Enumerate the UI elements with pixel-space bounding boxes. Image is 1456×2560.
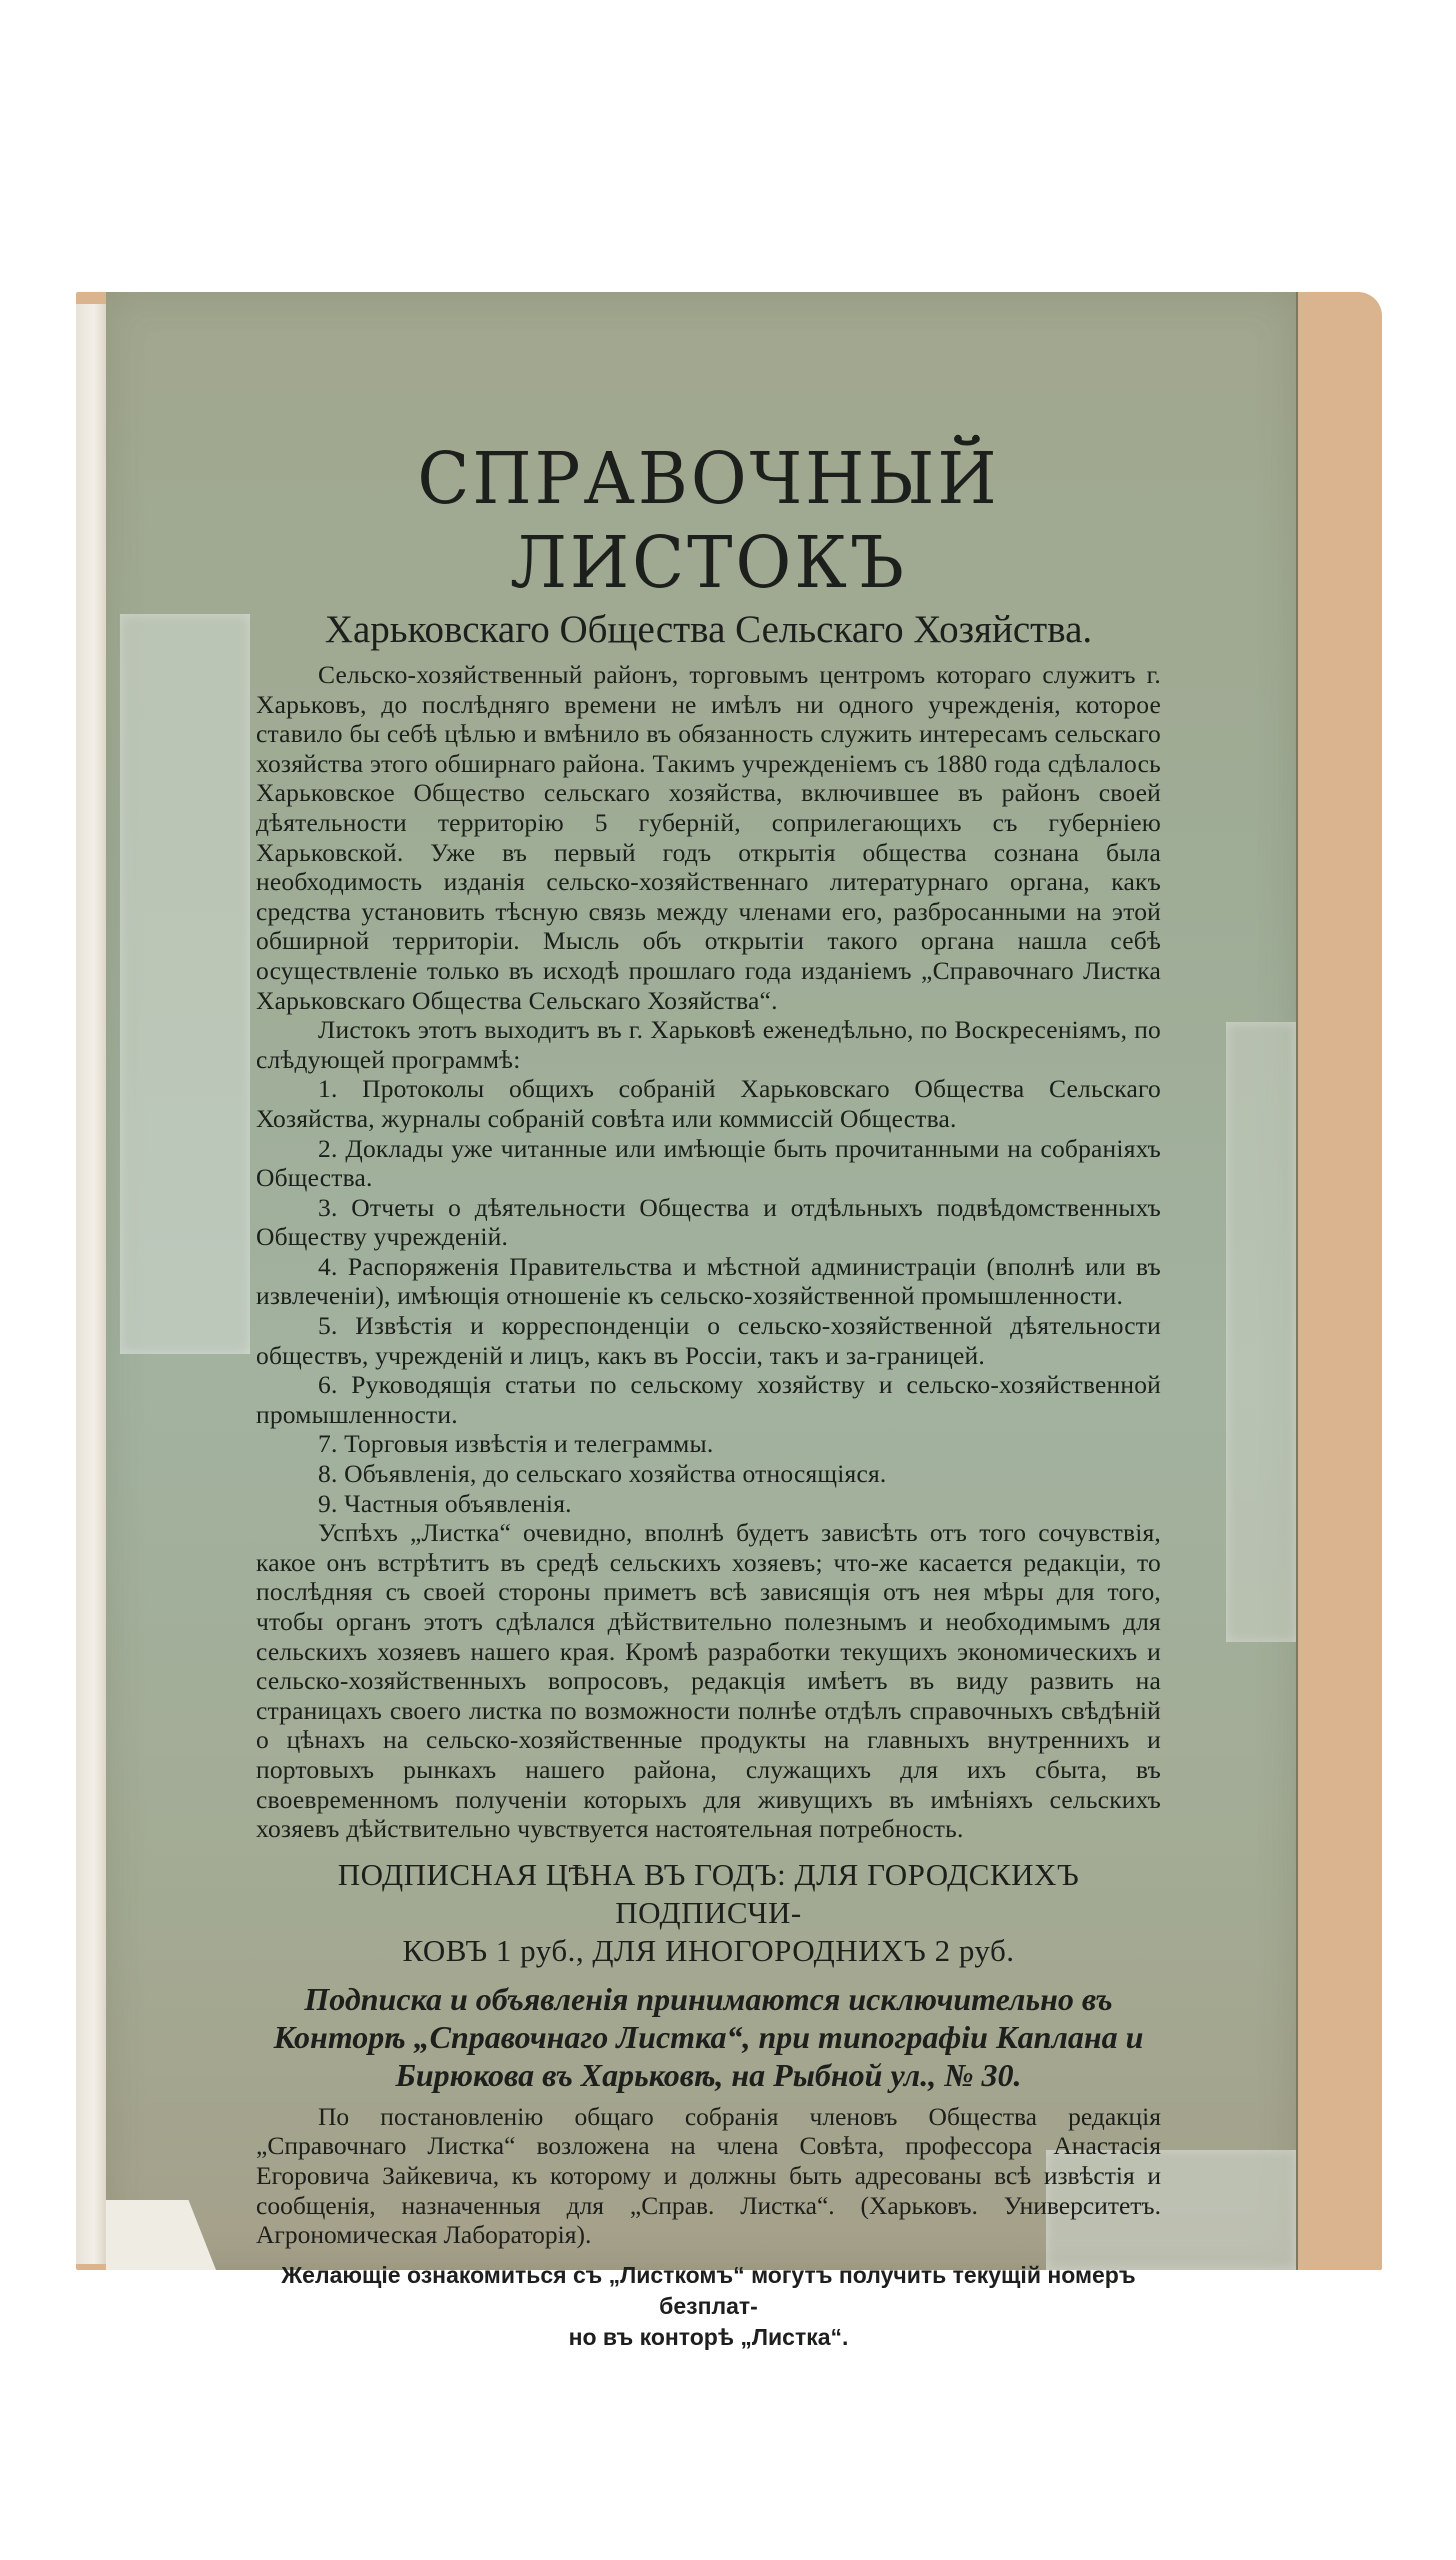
program-item: 9. Частныя объявленія. xyxy=(318,1488,572,1518)
document-sheet xyxy=(106,292,1298,2350)
program-intro: Листокъ этотъ выходитъ въ г. Харьковѣ еженедѣльно, по Воскресеніямъ, по слѣдующей программѣ: xyxy=(256,1015,1161,1074)
program-item: 7. Торговыя извѣстія и телеграммы. xyxy=(318,1429,714,1459)
success-paragraph: Успѣхъ „Листка“ очевидно, вполнѣ будетъ зависѣть отъ того сочувствія, какое онъ встрѣтитъ въ средѣ сельскихъ хозяевъ; что-же касается редакціи, то послѣдняя съ своей стороны приметъ всѣ зависящія отъ нея мѣры для того, чтобы органъ этотъ сдѣлался дѣйствительно полезнымъ и необходимымъ для сельскихъ хозяевъ нашего края. Кромѣ разработки текущихъ экономическихъ и сельско-хозяйственныхъ вопросовъ, редакція имѣетъ въ виду развить на страницахъ своего листка по возможности полнѣе отдѣлъ справочныхъ свѣдѣній о цѣнахъ на сельско-хозяйственные продукты на главныхъ внутреннихъ и портовыхъ рынкахъ нашего района, служащихъ для ихъ сбыта, въ своевременномъ полученіи которыхъ для живущихъ въ имѣніяхъ сельскихъ хозяевъ дѣйствительно чувствуется настоятельная потребность. xyxy=(256,1518,1161,1844)
document-title: СПРАВОЧНЫЙ ЛИСТОКЪ xyxy=(417,438,1000,605)
program-item: 1. Протоколы общихъ собраній Харьковскаго Общества Сельскаго Хозяйства, журналы собраній совѣта или коммиссій Общества. xyxy=(256,1074,1161,1133)
free-copy-line-1: Желающіе ознакомиться съ „Листкомъ“ могутъ получить текущій номеръ безплат- xyxy=(281,2261,1136,2319)
page-binding-edge xyxy=(76,304,106,2264)
price-line-2: КОВЪ 1 руб., ДЛЯ ИНОГОРОДНИХЪ 2 руб. xyxy=(402,1932,1015,1968)
price-line-1: ПОДПИСНАЯ ЦѢНА ВЪ ГОДЪ: ДЛЯ ГОРОДСКИХЪ ПОДПИСЧИ- xyxy=(337,1856,1080,1930)
program-item: 8. Объявленія, до сельскаго хозяйства относящіяся. xyxy=(318,1459,887,1489)
document-page-stack xyxy=(76,292,1382,2350)
repair-tape-right xyxy=(1226,1022,1296,1642)
program-item: 3. Отчеты о дѣятельности Общества и отдѣльныхъ подвѣдомственныхъ Обществу учрежденій. xyxy=(256,1192,1161,1252)
intro-paragraph: Сельско-хозяйственный районъ, торговымъ центромъ котораго служитъ г. Харьковъ, до послѣдняго времени не имѣлъ ни одного учрежденія, которое ставило бы себѣ цѣлью и вмѣнило въ обязанность служить интересамъ сельскаго хозяйства этого обширнаго района. Такимъ учрежденіемъ съ 1880 года сдѣлалось Харьковское Общество сельскаго хозяйства, включившее въ районъ своей дѣятельности территорію 5 губерній, соприлегающихъ съ губерніею Харьковской. Уже въ первый годъ открытія общества сознана была необходимость изданія сельско-хозяйственнаго литературнаго органа, какъ средства установить тѣсную связь между членами его, разбросанными на этой обширной территоріи. Мысль объ открытіи такого органа нашла себѣ осуществленіе только въ исходѣ прошлаго года изданіемъ „Справочнаго Листка Харьковскаго Общества Сельскаго Хозяйства“. xyxy=(256,660,1161,1015)
torn-corner xyxy=(106,2200,216,2270)
subscription-notice: Подписка и объявленія принимаются исключительно въ Конторѣ „Справочнаго Листка“, при типографіи Каплана и Бирюкова въ Харьковѣ, на Рыбной ул., № 30. xyxy=(273,1980,1144,2093)
program-item: 2. Доклады уже читанные или имѣющіе быть прочитанными на собраніяхъ Общества. xyxy=(256,1133,1161,1193)
document-content xyxy=(256,438,1161,2353)
program-list xyxy=(256,1074,1161,1518)
editorial-paragraph: По постановленію общаго собранія членовъ Общества редакція „Справочнаго Листка“ возложена на члена Совѣта, профессора Анастасія Егоровича Зайкевича, къ которому и должны быть адресованы всѣ извѣстія и сообщенія, назначенныя для „Справ. Листка“. (Харьковъ. Университетъ. Агрономическая Лабораторія). xyxy=(256,2101,1161,2250)
program-item: 4. Распоряженія Правительства и мѣстной администраціи (вполнѣ или въ извлеченіи), имѣющія отношеніе къ сельско-хозяйственной промышленности. xyxy=(256,1251,1161,1311)
program-item: 5. Извѣстія и корреспонденціи о сельско-хозяйственной дѣятельности обществъ, учрежденій и лицъ, какъ въ Россіи, такъ и за-границей. xyxy=(256,1311,1161,1370)
repair-tape-left xyxy=(120,614,250,1354)
free-copy-notice xyxy=(236,2260,1181,2353)
program-item: 6. Руководящія статьи по сельскому хозяйству и сельско-хозяйственной промышленности. xyxy=(256,1370,1161,1429)
subscription-price xyxy=(256,1856,1161,1970)
free-copy-line-2: но въ конторѣ „Листка“. xyxy=(568,2323,849,2350)
document-subtitle: Харьковскаго Общества Сельскаго Хозяйства. xyxy=(324,608,1093,651)
